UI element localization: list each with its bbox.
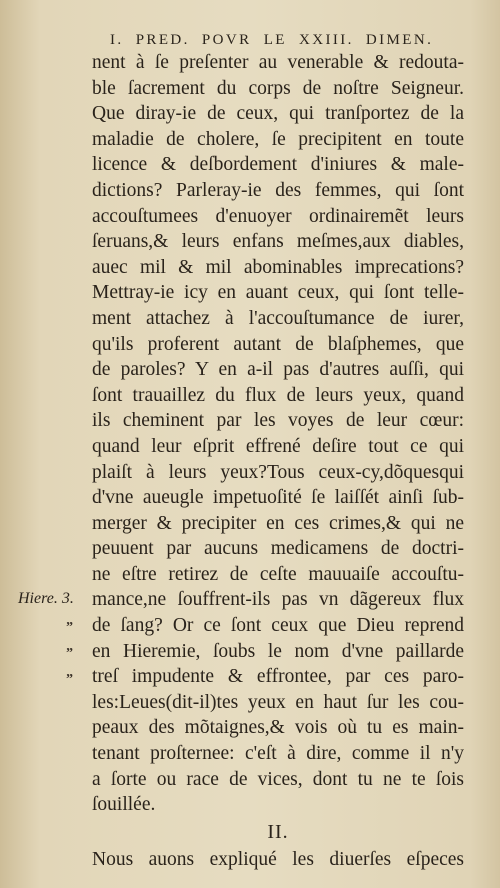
text-line: auec mil & mil abominables imprecations? <box>92 256 464 278</box>
text-line: Que diray-ie de ceux, qui tranſportez de la <box>92 103 464 125</box>
body-text <box>92 50 464 873</box>
quote-mark: ” <box>66 646 73 661</box>
quote-mark: ” <box>66 672 73 687</box>
text-line: merger & precipiter en ces crimes,& qui ne <box>92 512 464 534</box>
text-line: mance,ne ſouffrent-ils pas vn dãgereux flux <box>92 589 464 611</box>
section-number: II. <box>267 820 289 843</box>
margin-citation: Hiere. 3. <box>18 590 74 607</box>
text-line: de paroles? Y en a-il pas d'autres auſſi, qui <box>92 359 464 381</box>
text-line: quand leur eſprit effrené deſire tout ce qui <box>92 435 464 457</box>
text-line: ne eſtre retirez de ceſte mauuaiſe accouſtu- <box>92 563 464 585</box>
text-line: peuuent par aucuns medicamens de doctri- <box>92 538 464 560</box>
text-line: ils cheminent par les voyes de leur cœur: <box>92 410 464 432</box>
text-line: en Hieremie, ſoubs le nom d'vne paillarde <box>92 640 464 662</box>
next-paragraph-line: Nous auons expliqué les diuerſes eſpeces <box>92 849 464 871</box>
text-line: licence & deſbordement d'iniures & male- <box>92 154 464 176</box>
text-line: accouſtumees d'enuoyer ordinairemẽt leurs <box>92 205 464 227</box>
text-line: ment attachez à l'accouſtumance de iurer, <box>92 307 464 329</box>
text-line: ſont trauaillez du flux de leurs yeux, quand <box>92 384 464 406</box>
text-line: maladie de cholere, ſe precipitent en toute <box>92 128 464 150</box>
text-line: ble ſacrement du corps de noſtre Seigneur. <box>92 77 464 99</box>
running-header: I. PRED. POVR LE XXIII. DIMEN. <box>110 32 434 48</box>
text-line: ſeruans,& leurs enfans meſmes,aux diables, <box>92 231 464 253</box>
text-line: d'vne aueugle impetuoſité ſe laiſſét ainſi ſub- <box>92 487 464 509</box>
text-line: tenant proſternee: c'eſt à dire, comme il n'y <box>92 743 464 765</box>
text-line: les:Leues(dit-il)tes yeux en haut ſur les cou- <box>92 691 464 713</box>
text-line: Mettray-ie icy en auant ceux, qui ſont telle- <box>92 282 464 304</box>
text-line: de ſang? Or ce ſont ceux que Dieu reprend <box>92 615 464 637</box>
text-line: peaux des mõtaignes,& vois où tu es main- <box>92 717 464 739</box>
text-line: treſ impudente & effrontee, par ces paro- <box>92 666 464 688</box>
text-line: a ſorte ou race de vices, dont tu ne te ſois <box>92 768 464 790</box>
text-line: plaiſt à leurs yeux?Tous ceux-cy,dõquesqui <box>92 461 464 483</box>
text-line: qu'ils proferent autant de blaſphemes, que <box>92 333 464 355</box>
text-line: nent à ſe preſenter au venerable & redouta- <box>92 52 464 73</box>
quote-mark: ” <box>66 620 73 635</box>
text-line: dictions? Parleray-ie des femmes, qui ſont <box>92 179 464 201</box>
text-line: ſouillée. <box>92 794 156 816</box>
